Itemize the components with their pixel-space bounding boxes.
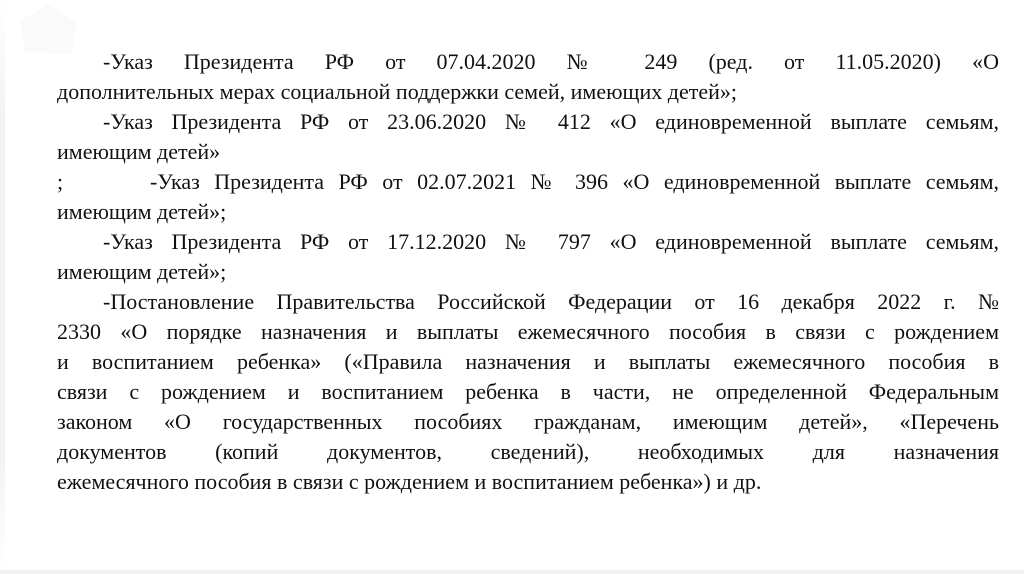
paragraph-postanovlenie-2330	[57, 287, 999, 497]
text-line: -Указ Президента РФ от 23.06.2020 № 412 «О единовременной выплате семьям,	[103, 109, 999, 134]
text-line: документов (копий документов, сведений), необходимых для назначения	[57, 439, 999, 464]
text-line: законом «О государственных пособиях гражданам, имеющим детей», «Перечень	[57, 409, 999, 434]
text-line: имеющим детей»	[57, 139, 221, 164]
paragraph-ukaz-412	[57, 107, 999, 167]
legal-references-text	[57, 47, 999, 497]
paragraph-ukaz-396	[57, 167, 999, 227]
text-line: дополнительных мерах социальной поддержки семей, имеющих детей»;	[57, 79, 737, 104]
text-line: -Указ Президента РФ от 17.12.2020 № 797 «О единовременной выплате семьям,	[103, 229, 999, 254]
text-line: -Указ Президента РФ от 07.04.2020 № 249 (ред. от 11.05.2020) «О	[103, 49, 999, 74]
text-line: связи с рождением и воспитанием ребенка в части, не определенной Федеральным	[57, 379, 999, 404]
paragraph-ukaz-249	[57, 47, 999, 107]
page-left-edge-divider	[0, 0, 5, 574]
text-line: имеющим детей»;	[57, 199, 227, 224]
page-bottom-edge-divider	[0, 570, 1024, 574]
text-line: ; -Указ Президента РФ от 02.07.2021 № 396 «О единовременной выплате семьям,	[57, 169, 999, 194]
text-line: и воспитанием ребенка» («Правила назначения и выплаты ежемесячного пособия в	[57, 349, 999, 374]
paragraph-ukaz-797	[57, 227, 999, 287]
text-line: 2330 «О порядке назначения и выплаты ежемесячного пособия в связи с рождением	[57, 319, 999, 344]
text-line: ежемесячного пособия в связи с рождением и воспитанием ребенка») и др.	[57, 469, 762, 494]
text-line: имеющим детей»;	[57, 259, 227, 284]
text-line: -Постановление Правительства Российской Федерации от 16 декабря 2022 г. №	[103, 289, 999, 314]
